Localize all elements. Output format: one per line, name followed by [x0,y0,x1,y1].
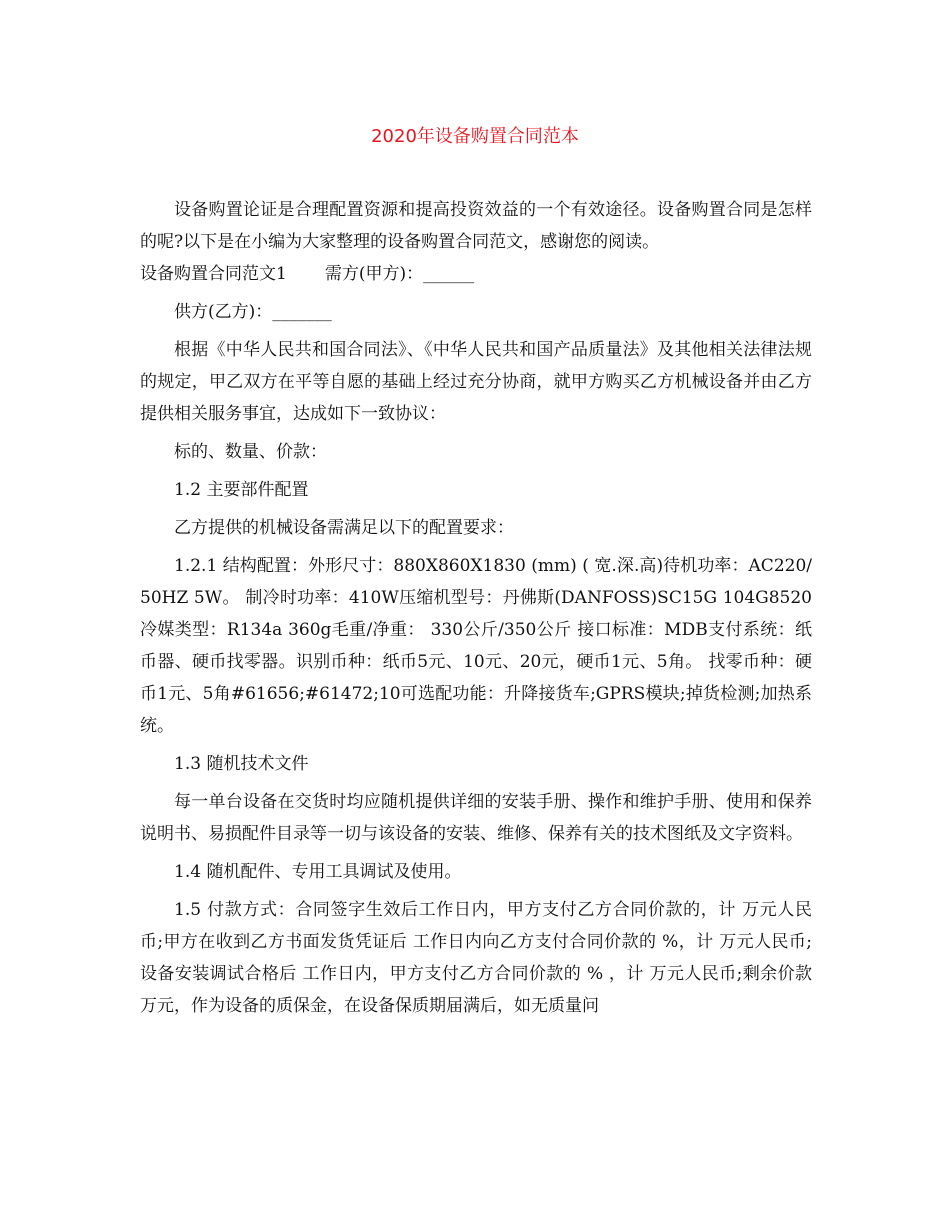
tech-docs-paragraph: 每一单台设备在交货时均应随机提供详细的安装手册、操作和维护手册、使用和保养说明书、易损配件目录等一切与该设备的安装、维修、保养有关的技术图纸及文字资料。 [140,792,812,844]
intro-paragraph: 设备购置论证是合理配置资源和提高投资效益的一个有效途径。设备购置合同是怎样的呢?以下是在小编为大家整理的设备购置合同范文，感谢您的阅读。 [140,200,812,252]
basis-paragraph: 根据《中华人民共和国合同法》、《中华人民共和国产品质量法》及其他相关法律法规的规定，甲乙双方在平等自愿的基础上经过充分协商，就甲方购买乙方机械设备并由乙方提供相关服务事宜，达成如下一致协议： [140,340,812,424]
document-title: 2020年设备购置合同范本 [371,126,579,147]
document-body [140,194,812,1022]
sample-heading-line [140,258,812,290]
requirement-paragraph: 乙方提供的机械设备需满足以下的配置要求： [174,518,514,538]
sample-heading: 设备购置合同范文1 [140,264,287,284]
section-1-5-paragraph: 1.5 付款方式：合同签字生效后工作日内，甲方支付乙方合同价款的，计 万元人民币;甲方在收到乙方书面发货凭证后 工作日内向乙方支付合同价款的 %，计 万元人民币;设备安装调试合格后 工作日内，甲方支付乙方合同价款的 % ，计 万元人民币;剩余价款 万元，作为设备的质保金，在设备保质期届满后，如无质量问 [140,900,812,1016]
subject-heading: 标的、数量、价款： [174,442,327,462]
section-1-4-heading: 1.4 随机配件、专用工具调试及使用。 [174,862,462,882]
supplier-field: 供方(乙方)：_______ [174,302,332,322]
section-1-2-heading: 1.2 主要部件配置 [174,480,309,500]
section-1-2-1-paragraph: 1.2.1 结构配置：外形尺寸：880X860X1830 (mm) ( 宽.深.高)待机功率：AC220/50HZ 5W。 制冷时功率：410W压缩机型号：丹佛斯(DANFOSS)SC15G 104G8520冷媒类型：R134a 360g毛重/净重： 330公斤/350公斤 接口标准：MDB支付系统：纸币器、硬币找零器。识别币种：纸币5元、10元、20元，硬币1元、5角。 找零币种：硬币1元、5角#61656;#61472;10可选配功能：升降接货车;GPRS模块;掉货检测;加热系统。 [140,556,812,736]
section-1-3-heading: 1.3 随机技术文件 [174,754,309,774]
buyer-field: 需方(甲方)：______ [324,264,475,284]
